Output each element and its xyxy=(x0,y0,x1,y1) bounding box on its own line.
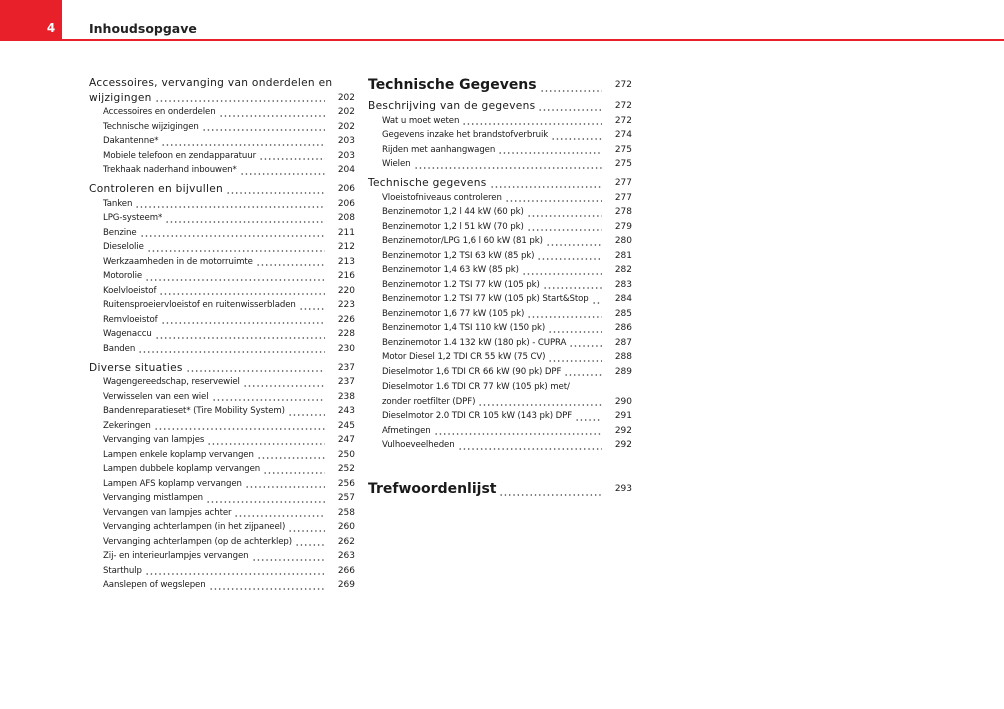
toc-page-number: 243 xyxy=(337,406,355,416)
toc-entry-label: Diverse situaties xyxy=(89,361,183,374)
dot-leader xyxy=(145,272,325,282)
toc-page-number: 286 xyxy=(614,323,632,333)
dot-leader xyxy=(540,83,602,93)
dot-leader xyxy=(434,426,602,436)
dot-leader xyxy=(543,280,602,290)
toc-entry-label: Accessoires en onderdelen xyxy=(103,107,216,117)
toc-subentry[interactable] xyxy=(89,211,355,226)
toc-entry-label: Trekhaak naderhand inbouwen* xyxy=(103,165,237,175)
toc-subentry[interactable] xyxy=(89,419,355,434)
dot-leader xyxy=(259,151,325,161)
toc-entry-label: Vervanging achterlampen (op de achterklep) xyxy=(103,536,293,547)
toc-subentry[interactable] xyxy=(89,578,355,593)
toc-entry-label: zonder roetfilter (DPF) xyxy=(382,396,476,407)
toc-entry-label: Vervanging achterlampen (in het zijpaneel) xyxy=(103,522,286,532)
dot-leader xyxy=(252,552,326,562)
dot-leader xyxy=(505,193,602,203)
toc-entry-label: Starthulp xyxy=(103,565,142,576)
dot-leader xyxy=(159,286,325,296)
dot-leader xyxy=(245,479,325,489)
toc-page-number: 238 xyxy=(337,391,355,402)
dot-leader xyxy=(243,378,325,388)
toc-page-number: 266 xyxy=(337,565,355,576)
toc-entry-label: Technische gegevens xyxy=(368,177,487,189)
toc-subentry[interactable] xyxy=(368,409,632,424)
dot-leader xyxy=(527,309,602,319)
toc-page-number: 272 xyxy=(614,101,632,111)
dot-leader xyxy=(551,131,602,141)
toc-entry-label: wijzigingen xyxy=(89,91,152,104)
toc-entry-label: Lampen AFS koplamp vervangen xyxy=(103,478,242,489)
dot-leader xyxy=(155,330,325,340)
toc-subentry[interactable] xyxy=(89,163,355,178)
toc-entry-line xyxy=(89,75,355,90)
dot-leader xyxy=(548,324,602,334)
toc-entry-label: Bandenreparatieset* (Tire Mobility System) xyxy=(103,406,285,416)
dot-leader xyxy=(165,214,325,224)
toc-entry-label: Controleren en bijvullen xyxy=(89,183,224,195)
toc-page-number: 226 xyxy=(337,314,355,325)
dot-leader xyxy=(288,407,325,417)
toc-subentry[interactable] xyxy=(368,191,632,206)
toc-entry[interactable] xyxy=(368,75,632,95)
toc-subentry[interactable] xyxy=(89,375,355,390)
toc-entry-label: Benzinemotor 1.4 132 kW (180 pk) - CUPRA xyxy=(382,337,567,348)
toc-page-number: 203 xyxy=(337,150,355,161)
toc-subentry[interactable] xyxy=(89,520,355,535)
toc-page-number: 280 xyxy=(614,236,632,246)
toc-page-number: 262 xyxy=(337,536,355,547)
dot-leader xyxy=(295,537,325,547)
toc-page-number: 256 xyxy=(337,478,355,489)
toc-subentry[interactable] xyxy=(368,438,632,453)
toc-subentry[interactable] xyxy=(89,313,355,328)
toc-entry[interactable] xyxy=(89,90,355,105)
toc-subentry[interactable] xyxy=(368,128,632,143)
toc-entry[interactable] xyxy=(368,176,632,191)
toc-entry-label: Benzinemotor 1,2 l 44 kW (60 pk) xyxy=(382,207,524,217)
toc-subentry[interactable] xyxy=(368,350,632,365)
toc-entry-label: Mobiele telefoon en zendapparatuur xyxy=(103,150,257,161)
toc-subentry[interactable] xyxy=(89,197,355,212)
dot-leader xyxy=(161,315,325,325)
toc-page-number: 202 xyxy=(337,107,355,117)
dot-leader xyxy=(546,237,602,247)
toc-page-number: 284 xyxy=(614,294,632,304)
toc-page-number: 281 xyxy=(614,250,632,261)
dot-leader xyxy=(299,301,325,311)
toc-entry-label: Dakantenne* xyxy=(103,136,159,146)
dot-leader xyxy=(154,421,325,431)
dot-leader xyxy=(202,122,325,132)
toc-page-number: 208 xyxy=(337,213,355,223)
toc-subentry[interactable] xyxy=(89,120,355,135)
toc-entry-label: Vervangen van lampjes achter xyxy=(103,507,232,518)
toc-entry-label: Rijden met aanhangwagen xyxy=(382,144,496,155)
toc-subentry[interactable] xyxy=(368,263,632,278)
toc-entry-label: Vulhoeveelheden xyxy=(382,440,455,450)
toc-page-number: 282 xyxy=(614,265,632,275)
dot-leader xyxy=(537,251,602,261)
toc-subentry[interactable] xyxy=(89,433,355,448)
toc-entry-label: Afmetingen xyxy=(382,425,431,436)
dot-leader xyxy=(527,208,602,218)
toc-page-number: 277 xyxy=(614,178,632,188)
toc-page-number: 274 xyxy=(614,130,632,140)
toc-subentry[interactable] xyxy=(368,143,632,158)
dot-leader xyxy=(575,412,602,422)
toc-subentry[interactable] xyxy=(89,105,355,120)
toc-page-number: 272 xyxy=(614,115,632,126)
toc-subentry[interactable] xyxy=(368,234,632,249)
toc-subentry[interactable] xyxy=(89,506,355,521)
toc-page-number: 230 xyxy=(337,343,355,354)
toc-left-column xyxy=(89,75,355,593)
dot-leader xyxy=(161,137,325,147)
toc-entry[interactable] xyxy=(368,479,632,499)
toc-subentry[interactable] xyxy=(368,307,632,322)
toc-page-number: 285 xyxy=(614,308,632,319)
toc-subentry[interactable] xyxy=(368,278,632,293)
toc-entry-label: Tanken xyxy=(103,198,133,209)
toc-page-number: 275 xyxy=(614,159,632,169)
toc-page-number: 228 xyxy=(337,329,355,339)
toc-entry-label: Wagengereedschap, reservewiel xyxy=(103,377,240,387)
toc-subentry[interactable] xyxy=(368,424,632,439)
toc-entry-label: Technische Gegevens xyxy=(368,77,537,93)
dot-leader xyxy=(564,367,602,377)
dot-leader xyxy=(499,487,602,497)
toc-entry-label: Ruitensproeiervloeistof en ruitenwisserbladen xyxy=(103,300,296,310)
toc-entry-label: Lampen dubbele koplamp vervangen xyxy=(103,464,261,474)
toc-entry-label: Werkzaamheden in de motorruimte xyxy=(103,256,253,267)
toc-page-number: 292 xyxy=(614,440,632,450)
toc-entry-label: Wagenaccu xyxy=(103,329,152,339)
toc-entry-label: Lampen enkele koplamp vervangen xyxy=(103,449,254,460)
toc-entry-label: Benzinemotor 1,2 l 51 kW (70 pk) xyxy=(382,221,524,232)
toc-subentry[interactable] xyxy=(89,240,355,255)
toc-subentry[interactable] xyxy=(89,477,355,492)
toc-page-number: 283 xyxy=(614,279,632,290)
toc-subentry[interactable] xyxy=(89,342,355,357)
toc-entry-label: Benzine xyxy=(103,227,137,238)
toc-subentry[interactable] xyxy=(89,549,355,564)
dot-leader xyxy=(138,344,325,354)
toc-page-number: 292 xyxy=(614,425,632,436)
toc-page-number: 258 xyxy=(337,507,355,518)
toc-subentry[interactable] xyxy=(368,394,632,409)
toc-entry-label: Benzinemotor 1.2 TSI 77 kW (105 pk) xyxy=(382,279,540,290)
toc-page-number: 278 xyxy=(614,207,632,217)
toc-page-number: 202 xyxy=(337,121,355,132)
page-title: Inhoudsopgave xyxy=(89,21,197,36)
toc-page-number: 279 xyxy=(614,221,632,232)
toc-page-number: 288 xyxy=(614,352,632,362)
toc-page-number: 206 xyxy=(337,184,355,194)
toc-entry-label: Benzinemotor/LPG 1,6 l 60 kW (81 pk) xyxy=(382,236,543,246)
toc-entry-label: Benzinemotor 1.2 TSI 77 kW (105 pk) Start&Stop xyxy=(382,294,589,304)
toc-entry[interactable] xyxy=(89,361,355,376)
toc-subentry[interactable] xyxy=(368,292,632,307)
toc-page-number: 260 xyxy=(337,522,355,532)
toc-entry-label: Wat u moet weten xyxy=(382,115,460,126)
toc-subentry[interactable] xyxy=(368,114,632,129)
toc-subentry[interactable] xyxy=(89,491,355,506)
toc-entry-label: Koelvloeistof xyxy=(103,285,157,296)
dot-leader xyxy=(490,179,602,189)
toc-subentry[interactable] xyxy=(89,390,355,405)
dot-leader xyxy=(592,295,602,305)
dot-leader xyxy=(498,145,602,155)
dot-leader xyxy=(140,228,325,238)
dot-leader xyxy=(462,116,602,126)
toc-subentry[interactable] xyxy=(368,205,632,220)
dot-leader xyxy=(263,465,325,475)
toc-entry-line xyxy=(368,379,632,394)
toc-subentry[interactable] xyxy=(89,327,355,342)
toc-page-number: 247 xyxy=(337,435,355,445)
toc-entry-label: Motorolie xyxy=(103,271,143,281)
dot-leader xyxy=(257,450,325,460)
dot-leader xyxy=(478,397,602,407)
dot-leader xyxy=(527,222,602,232)
toc-right-column xyxy=(368,75,632,499)
dot-leader xyxy=(219,108,325,118)
toc-subentry[interactable] xyxy=(368,365,632,380)
toc-subentry[interactable] xyxy=(368,220,632,235)
dot-leader xyxy=(206,494,325,504)
toc-subentry[interactable] xyxy=(368,249,632,264)
toc-entry-label: Aanslepen of wegslepen xyxy=(103,580,206,590)
toc-page-number: 212 xyxy=(337,242,355,252)
toc-entry-label: LPG-systeem* xyxy=(103,213,163,223)
toc-subentry[interactable] xyxy=(89,269,355,284)
toc-entry-label: Vloeistofniveaus controleren xyxy=(382,192,502,203)
toc-entry[interactable] xyxy=(368,99,632,114)
toc-page-number: 272 xyxy=(614,80,632,90)
dot-leader xyxy=(207,436,325,446)
page-number: 4 xyxy=(46,21,56,35)
toc-page-number: 252 xyxy=(337,464,355,474)
dot-leader xyxy=(147,243,325,253)
toc-subentry[interactable] xyxy=(89,298,355,313)
toc-entry-label: Benzinemotor 1,4 TSI 110 kW (150 pk) xyxy=(382,323,546,333)
toc-entry-label: Vervanging mistlampen xyxy=(103,493,204,503)
toc-page-number: 203 xyxy=(337,136,355,146)
toc-page-number: 289 xyxy=(614,366,632,377)
toc-page-number: 206 xyxy=(337,198,355,209)
dot-leader xyxy=(234,508,325,518)
toc-entry-label: Dieselmotor 1,6 TDI CR 66 kW (90 pk) DPF xyxy=(382,366,562,377)
toc-entry-label: Banden xyxy=(103,343,136,354)
toc-page-number: 263 xyxy=(337,551,355,561)
toc-entry-label: Dieselolie xyxy=(103,242,144,252)
toc-page-number: 216 xyxy=(337,271,355,281)
toc-subentry[interactable] xyxy=(89,448,355,463)
toc-page-number: 204 xyxy=(337,165,355,175)
dot-leader xyxy=(186,363,325,373)
toc-entry-label: Trefwoordenlijst xyxy=(368,480,497,497)
toc-entry-label: Benzinemotor 1,6 77 kW (105 pk) xyxy=(382,308,525,319)
toc-entry[interactable] xyxy=(89,182,355,197)
dot-leader xyxy=(145,566,325,576)
toc-subentry[interactable] xyxy=(368,336,632,351)
toc-entry-label: Remvloeistof xyxy=(103,314,158,325)
toc-page-number: 287 xyxy=(614,337,632,348)
toc-entry-label: Technische wijzigingen xyxy=(103,121,199,132)
dot-leader xyxy=(548,353,602,363)
toc-subentry[interactable] xyxy=(89,404,355,419)
toc-entry-label: Wielen xyxy=(382,159,411,169)
toc-page-number: 291 xyxy=(614,411,632,421)
toc-page-number: 202 xyxy=(337,92,355,103)
toc-page-number: 237 xyxy=(337,362,355,373)
toc-page-number: 223 xyxy=(337,300,355,310)
toc-page-number: 220 xyxy=(337,285,355,296)
toc-entry-label: Motor Diesel 1,2 TDI CR 55 kW (75 CV) xyxy=(382,352,546,362)
toc-page-number: 237 xyxy=(337,377,355,387)
dot-leader xyxy=(256,257,325,267)
toc-subentry[interactable] xyxy=(89,134,355,149)
toc-subentry[interactable] xyxy=(368,321,632,336)
dot-leader xyxy=(538,102,602,112)
toc-entry-label: Zekeringen xyxy=(103,420,151,431)
toc-subentry[interactable] xyxy=(368,157,632,172)
toc-page-number: 275 xyxy=(614,144,632,155)
toc-page-number: 257 xyxy=(337,493,355,503)
toc-page-number: 290 xyxy=(614,396,632,407)
toc-page-number: 245 xyxy=(337,420,355,431)
toc-entry-label: Gegevens inzake het brandstofverbruik xyxy=(382,130,549,140)
dot-leader xyxy=(135,199,325,209)
dot-leader xyxy=(414,160,602,170)
toc-subentry[interactable] xyxy=(89,149,355,164)
toc-page-number: 211 xyxy=(337,227,355,238)
toc-entry-label: Accessoires, vervanging van onderdelen en xyxy=(89,76,333,89)
toc-subentry[interactable] xyxy=(89,255,355,270)
header-rule xyxy=(0,39,1004,41)
toc-page-number: 250 xyxy=(337,449,355,460)
toc-entry-label: Dieselmotor 2.0 TDI CR 105 kW (143 pk) DPF xyxy=(382,411,573,421)
toc-subentry[interactable] xyxy=(89,462,355,477)
toc-entry-label: Zij- en interieurlampjes vervangen xyxy=(103,551,249,561)
dot-leader xyxy=(288,523,325,533)
dot-leader xyxy=(569,338,602,348)
dot-leader xyxy=(212,392,325,402)
dot-leader xyxy=(209,581,325,591)
toc-subentry[interactable] xyxy=(89,284,355,299)
toc-entry-label: Verwisselen van een wiel xyxy=(103,391,209,402)
dot-leader xyxy=(155,93,325,103)
toc-subentry[interactable] xyxy=(89,535,355,550)
toc-page-number: 269 xyxy=(337,580,355,590)
toc-entry-label: Beschrijving van de gegevens xyxy=(368,100,536,112)
dot-leader xyxy=(240,166,325,176)
toc-page-number: 213 xyxy=(337,256,355,267)
toc-entry-label: Benzinemotor 1,2 TSI 63 kW (85 pk) xyxy=(382,250,535,261)
dot-leader xyxy=(458,441,602,451)
dot-leader xyxy=(522,266,602,276)
toc-page-number: 293 xyxy=(614,483,632,494)
toc-entry-label: Vervanging van lampjes xyxy=(103,435,205,445)
toc-subentry[interactable] xyxy=(89,226,355,241)
toc-page-number: 277 xyxy=(614,192,632,203)
dot-leader xyxy=(226,185,325,195)
toc-entry-label: Dieselmotor 1.6 TDI CR 77 kW (105 pk) met/ xyxy=(382,381,570,392)
toc-subentry[interactable] xyxy=(89,564,355,579)
toc-entry-label: Benzinemotor 1,4 63 kW (85 pk) xyxy=(382,265,519,275)
